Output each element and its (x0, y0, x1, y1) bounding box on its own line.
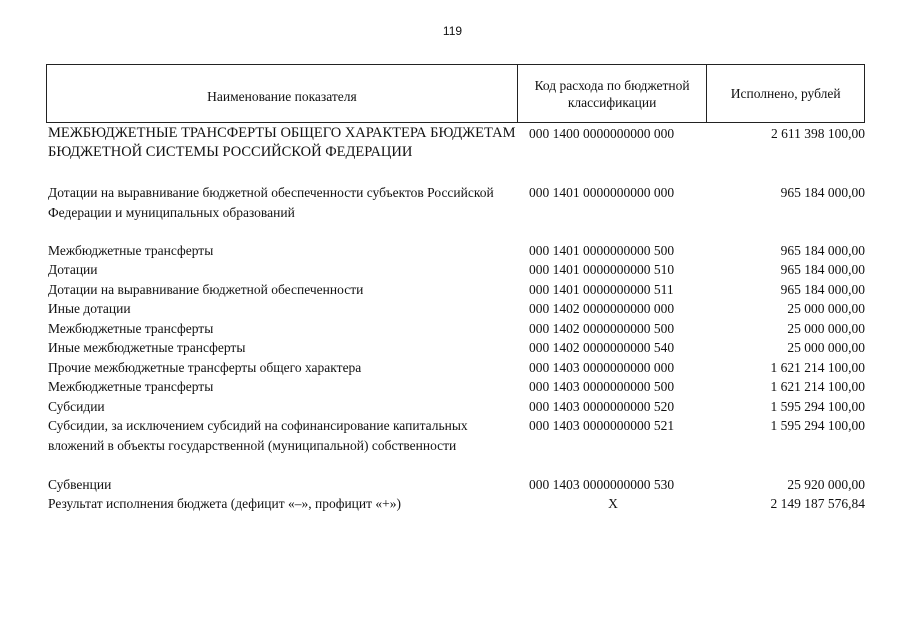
row-name: Иные межбюджетные трансферты (48, 340, 246, 355)
row-amount: 2 611 398 100,00 (771, 126, 865, 141)
row-amount: 965 184 000,00 (780, 243, 865, 258)
row-code: 000 1401 0000000000 500 (529, 243, 675, 258)
table-header (46, 64, 865, 123)
row-name: Субсидии (48, 399, 105, 414)
row-name: Межбюджетные трансферты (48, 321, 214, 336)
row-code: 000 1402 0000000000 540 (529, 340, 675, 355)
row-code: 000 1403 0000000000 530 (529, 477, 675, 492)
row-name: Межбюджетные трансферты (48, 379, 214, 394)
row-code: 000 1403 0000000000 500 (529, 379, 675, 394)
row-name: Дотации (48, 262, 98, 277)
header-executed: Исполнено, рублей (730, 86, 841, 101)
row-name: МЕЖБЮДЖЕТНЫЕ ТРАНСФЕРТЫ ОБЩЕГО ХАРАКТЕРА БЮДЖЕТАМ БЮДЖЕТНОЙ СИСТЕМЫ РОССИЙСКОЙ ФЕДЕРАЦИИ (48, 125, 516, 160)
row-amount: 25 000 000,00 (787, 321, 865, 336)
page-number: 119 (442, 24, 463, 38)
row-name: Иные дотации (48, 301, 131, 316)
header-code: Код расхода по бюджетной классификации (518, 65, 708, 122)
row-name: Межбюджетные трансферты (48, 243, 214, 258)
row-amount: 1 621 214 100,00 (770, 379, 865, 394)
row-name: Субвенции (48, 477, 112, 492)
row-code: 000 1401 0000000000 511 (529, 282, 674, 297)
row-name: Результат исполнения бюджета (дефицит «–», профицит «+») (48, 496, 402, 511)
row-amount: 965 184 000,00 (780, 282, 865, 297)
row-amount: 1 595 294 100,00 (770, 418, 865, 433)
row-amount: 965 184 000,00 (780, 185, 865, 200)
row-code: 000 1402 0000000000 500 (529, 321, 675, 336)
row-amount: 1 595 294 100,00 (770, 399, 865, 414)
row-code: 000 1401 0000000000 510 (529, 262, 675, 277)
row-code: 000 1403 0000000000 521 (529, 418, 675, 433)
header-name: Наименование показателя (47, 65, 518, 122)
row-amount: 1 621 214 100,00 (770, 360, 865, 375)
row-code: 000 1401 0000000000 000 (529, 185, 675, 200)
row-amount: 965 184 000,00 (780, 262, 865, 277)
row-amount: 25 920 000,00 (787, 477, 865, 492)
row-amount: 2 149 187 576,84 (770, 496, 865, 511)
row-amount: 25 000 000,00 (787, 340, 865, 355)
row-code: 000 1403 0000000000 520 (529, 399, 675, 414)
row-name: Субсидии, за исключением субсидий на софинансирование капитальных вложений в объекты государственной (муниципальной) собственности (48, 418, 468, 453)
row-name: Дотации на выравнивание бюджетной обеспеченности (48, 282, 364, 297)
row-code: 000 1400 0000000000 000 (529, 126, 675, 141)
row-code: X (608, 496, 618, 511)
row-name: Прочие межбюджетные трансферты общего характера (48, 360, 362, 375)
row-code: 000 1402 0000000000 000 (529, 301, 675, 316)
row-code: 000 1403 0000000000 000 (529, 360, 675, 375)
row-amount: 25 000 000,00 (787, 301, 865, 316)
row-name: Дотации на выравнивание бюджетной обеспеченности субъектов Российской Федерации и муниципальных образований (48, 185, 494, 220)
